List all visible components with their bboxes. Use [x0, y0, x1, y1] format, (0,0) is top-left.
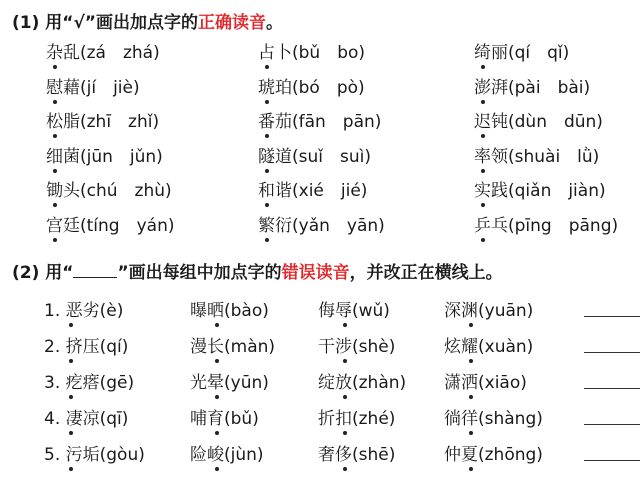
emphasis-dot [215, 431, 219, 435]
q2-word-item[interactable]: 仲夏(zhōng) [444, 440, 543, 465]
emphasis-dot [265, 134, 269, 138]
answer-line[interactable] [584, 460, 640, 461]
emphasis-dot [469, 395, 473, 399]
q2-word-item[interactable]: 干涉(shè) [318, 332, 395, 357]
emphasis-dot [343, 359, 347, 363]
emphasis-dot [343, 431, 347, 435]
q1-word-item[interactable]: 绮丽(qí qǐ) [474, 38, 569, 63]
answer-line[interactable] [584, 316, 640, 317]
q1-word-item[interactable]: 松脂(zhī zhǐ) [46, 107, 159, 132]
q2-number: (2) [12, 263, 40, 283]
q1-word-item[interactable]: 迟钝(dùn dūn) [474, 107, 603, 132]
answer-line[interactable] [584, 352, 640, 353]
emphasis-dot [469, 431, 473, 435]
q1-word-item[interactable]: 率领(shuài lǜ) [474, 142, 599, 167]
q2-word-item[interactable]: 炫耀(xuàn) [444, 332, 533, 357]
q2-word-item[interactable]: 光晕(yūn) [190, 368, 269, 393]
q2-word-item[interactable]: 侮辱(wǔ) [318, 296, 390, 321]
q2-word-item[interactable]: 曝晒(bào) [190, 296, 269, 321]
q2-row [44, 368, 640, 404]
q1-row [46, 38, 640, 73]
q2-word-item[interactable]: 险峻(jùn) [190, 440, 264, 465]
emphasis-dot [265, 203, 269, 207]
q1-row [46, 73, 640, 108]
q2-title-prefix: 用“ [45, 263, 74, 283]
q1-title-suffix: 。 [265, 13, 283, 33]
emphasis-dot [265, 238, 269, 242]
q1-word-item[interactable]: 实践(qiǎn jiàn) [474, 176, 606, 201]
q1-word-item[interactable]: 繁衍(yǎn yān) [258, 211, 385, 236]
emphasis-dot [53, 169, 57, 173]
answer-line[interactable] [584, 424, 640, 425]
q2-row [44, 440, 640, 476]
q2-word-item[interactable]: 潇洒(xiāo) [444, 368, 527, 393]
emphasis-dot [481, 134, 485, 138]
q2-row [44, 404, 640, 440]
emphasis-dot [343, 395, 347, 399]
q1-word-item[interactable]: 和谐(xié jié) [258, 176, 367, 201]
question-1-word-grid [46, 38, 640, 245]
emphasis-dot [481, 169, 485, 173]
emphasis-dot [343, 467, 347, 471]
q2-word-item[interactable]: 奢侈(shē) [318, 440, 395, 465]
emphasis-dot [69, 395, 73, 399]
q1-title-highlight: 正确读音 [197, 13, 266, 33]
question-2-title [12, 258, 503, 283]
emphasis-dot [69, 323, 73, 327]
q1-word-item[interactable]: 宫廷(tíng yán) [46, 211, 174, 236]
q2-word-item[interactable]: 折扣(zhé) [318, 404, 395, 429]
emphasis-dot [265, 169, 269, 173]
emphasis-dot [215, 395, 219, 399]
q1-row [46, 176, 640, 211]
emphasis-dot [215, 467, 219, 471]
emphasis-dot [481, 238, 485, 242]
emphasis-dot [481, 203, 485, 207]
question-2-word-grid [44, 296, 640, 476]
q1-row [46, 107, 640, 142]
q1-number: (1) [12, 13, 40, 33]
q1-word-item[interactable]: 琥珀(bó pò) [258, 73, 365, 98]
q2-word-item[interactable]: 绽放(zhàn) [318, 368, 406, 393]
q1-row [46, 142, 640, 177]
emphasis-dot [53, 203, 57, 207]
q2-title-highlight: 错误读音 [281, 263, 350, 283]
q2-word-item[interactable]: 深渊(yuān) [444, 296, 533, 321]
q1-row [46, 211, 640, 246]
q2-word-item[interactable]: 2. 挤压(qí) [44, 332, 128, 357]
emphasis-dot [69, 467, 73, 471]
q1-word-item[interactable]: 细菌(jūn jǔn) [46, 142, 163, 167]
q2-row [44, 296, 640, 332]
emphasis-dot [69, 359, 73, 363]
emphasis-dot [215, 323, 219, 327]
emphasis-dot [481, 65, 485, 69]
answer-line[interactable] [584, 388, 640, 389]
q2-word-item[interactable]: 哺育(bǔ) [190, 404, 259, 429]
emphasis-dot [53, 100, 57, 104]
emphasis-dot [53, 65, 57, 69]
q2-row [44, 332, 640, 368]
emphasis-dot [53, 238, 57, 242]
q1-word-item[interactable]: 锄头(chú zhù) [46, 176, 172, 201]
q2-title-suffix: ，并改正在横线上。 [349, 263, 503, 283]
q2-word-item[interactable]: 1. 恶劣(è) [44, 296, 123, 321]
underline-blank [73, 263, 117, 278]
q2-word-item[interactable]: 漫长(màn) [190, 332, 275, 357]
q1-word-item[interactable]: 乒乓(pīng pāng) [474, 211, 618, 236]
emphasis-dot [481, 100, 485, 104]
emphasis-dot [53, 134, 57, 138]
q1-word-item[interactable]: 占卜(bǔ bo) [258, 38, 365, 63]
q1-word-item[interactable]: 番茄(fān pān) [258, 107, 381, 132]
q1-word-item[interactable]: 慰藉(jí jiè) [46, 73, 140, 98]
q2-word-item[interactable]: 5. 污垢(gòu) [44, 440, 145, 465]
q1-word-item[interactable]: 杂乱(zá zhá) [46, 38, 160, 63]
emphasis-dot [215, 359, 219, 363]
emphasis-dot [469, 359, 473, 363]
emphasis-dot [469, 467, 473, 471]
emphasis-dot [469, 323, 473, 327]
emphasis-dot [265, 65, 269, 69]
q1-word-item[interactable]: 隧道(suǐ suì) [258, 142, 371, 167]
emphasis-dot [343, 323, 347, 327]
q2-word-item[interactable]: 4. 凄凉(qī) [44, 404, 128, 429]
q2-title-middle: ”画出每组中加点字的 [117, 263, 282, 283]
question-1-title [12, 8, 283, 33]
q2-word-item[interactable]: 徜徉(shàng) [444, 404, 543, 429]
q1-title-prefix: 用“√”画出加点字的 [45, 13, 198, 33]
q2-word-item[interactable]: 3. 疙瘩(gē) [44, 368, 134, 393]
q1-word-item[interactable]: 澎湃(pài bài) [474, 73, 590, 98]
emphasis-dot [265, 100, 269, 104]
emphasis-dot [69, 431, 73, 435]
